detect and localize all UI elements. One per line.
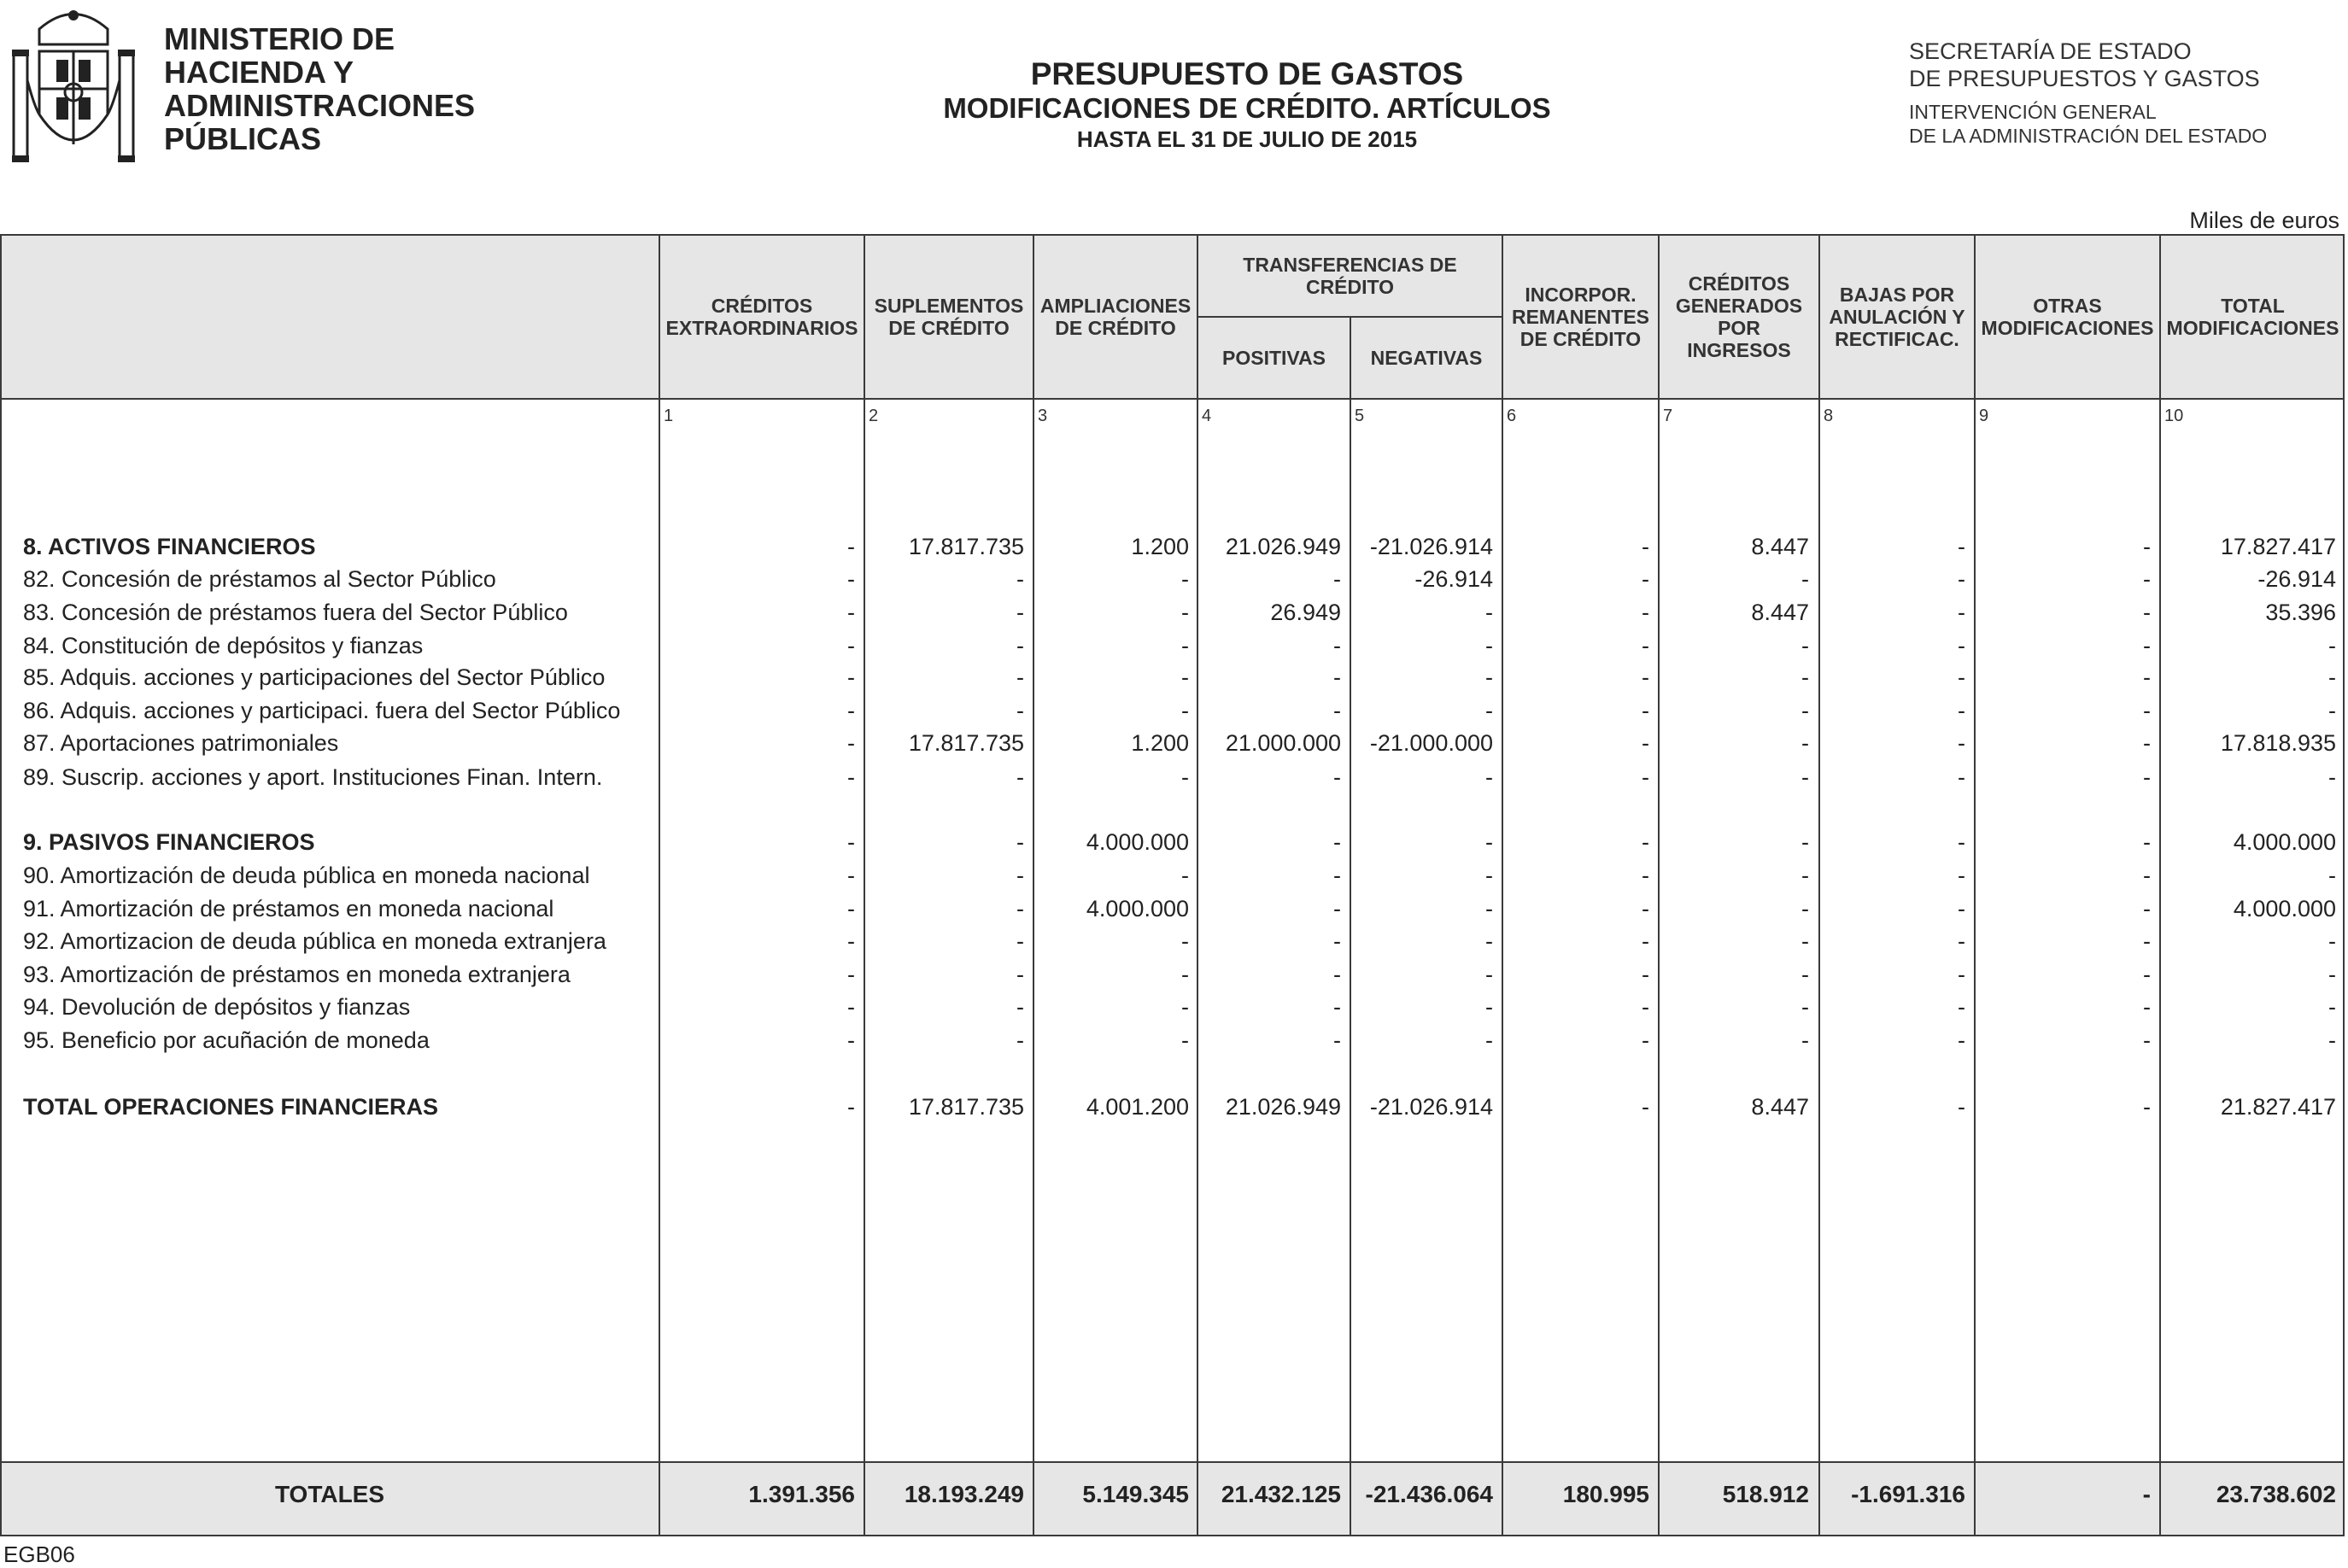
table-row xyxy=(0,991,2345,1023)
table-cell: - xyxy=(1333,698,1341,723)
table-cell: 4.000.000 xyxy=(1086,896,1189,921)
table-cell: - xyxy=(1801,962,1809,987)
table-cell: - xyxy=(1958,1027,1965,1053)
col-number: 6 xyxy=(1507,407,1517,425)
totals-cell: 1.391.356 xyxy=(748,1481,855,1507)
table-cell: - xyxy=(2143,896,2151,921)
table-cell: - xyxy=(847,1027,855,1053)
table-cell: - xyxy=(847,730,855,756)
table-cell: - xyxy=(1181,633,1189,658)
table-cell: - xyxy=(1642,829,1649,855)
table-cell: - xyxy=(1958,600,1965,625)
table-cell: -21.026.914 xyxy=(1369,1094,1493,1120)
table-cell: 17.818.935 xyxy=(2220,730,2336,756)
col-header-otras-modificaciones: OTRAS MODIFICACIONES xyxy=(1981,295,2154,339)
table-cell: - xyxy=(1333,962,1341,987)
table-cell: - xyxy=(1958,664,1965,690)
table-row xyxy=(0,1091,2345,1123)
table-cell: - xyxy=(1485,928,1493,954)
col-header-suplementos: SUPLEMENTOS DE CRÉDITO xyxy=(874,295,1024,339)
col-number: 1 xyxy=(664,407,674,425)
table-cell: - xyxy=(1181,566,1189,592)
table-cell: - xyxy=(1801,928,1809,954)
row-label: 86. Adquis. acciones y participaci. fuera del Sector Público xyxy=(23,698,621,723)
coat-of-arms-icon xyxy=(5,3,142,167)
table-cell: - xyxy=(2143,962,2151,987)
table-cell: - xyxy=(1333,566,1341,592)
table-cell: - xyxy=(2143,994,2151,1020)
table-cell: 4.001.200 xyxy=(1086,1094,1189,1120)
table-cell: - xyxy=(1801,698,1809,723)
table-cell: - xyxy=(2143,863,2151,888)
table-row xyxy=(0,629,2345,662)
table-cell: 8.447 xyxy=(1751,1094,1809,1120)
table-row xyxy=(0,859,2345,892)
col-header-incorpor-remanentes: INCORPOR. REMANENTES DE CRÉDITO xyxy=(1511,284,1649,350)
table-row xyxy=(0,761,2345,793)
table-cell: - xyxy=(1958,730,1965,756)
table-cell: - xyxy=(1642,994,1649,1020)
table-cell: - xyxy=(1333,896,1341,921)
table-cell: - xyxy=(1801,664,1809,690)
table-cell: 4.000.000 xyxy=(2233,896,2336,921)
secretaria-block: SECRETARÍA DE ESTADO DE PRESUPUESTOS Y GASTOS xyxy=(1909,38,2260,91)
col-header-transferencias: TRANSFERENCIAS DE CRÉDITO xyxy=(1243,254,1457,298)
col-header-creditos-generados: CRÉDITOS GENERADOS POR INGRESOS xyxy=(1675,272,1803,361)
table-cell: - xyxy=(1958,994,1965,1020)
table-row xyxy=(0,1024,2345,1056)
table-cell: - xyxy=(1642,730,1649,756)
table-cell: -26.914 xyxy=(2257,566,2336,592)
table-cell: - xyxy=(2143,829,2151,855)
table-cell: - xyxy=(847,600,855,625)
table-cell: - xyxy=(847,698,855,723)
table-cell: - xyxy=(2328,633,2336,658)
table-cell: 17.817.735 xyxy=(908,534,1024,559)
row-label: 90. Amortización de deuda pública en moneda nacional xyxy=(23,863,590,888)
table-cell: - xyxy=(1642,863,1649,888)
table-cell: - xyxy=(1485,633,1493,658)
table-cell: - xyxy=(1181,664,1189,690)
totals-divider xyxy=(0,1461,2345,1463)
table-cell: - xyxy=(1958,534,1965,559)
table-cell: - xyxy=(2143,730,2151,756)
table-cell: 35.396 xyxy=(2265,600,2336,625)
table-row xyxy=(0,596,2345,629)
table-cell: - xyxy=(1485,664,1493,690)
row-label: 85. Adquis. acciones y participaciones del Sector Público xyxy=(23,664,606,690)
table-cell: - xyxy=(1642,633,1649,658)
table-cell: - xyxy=(1801,863,1809,888)
table-cell: - xyxy=(847,764,855,790)
units-label: Miles de euros xyxy=(2189,208,2339,233)
table-cell: 4.000.000 xyxy=(1086,829,1189,855)
row-label: 93. Amortización de préstamos en moneda extranjera xyxy=(23,962,571,987)
table-cell: - xyxy=(2328,928,2336,954)
col-header-ampliaciones: AMPLIACIONES DE CRÉDITO xyxy=(1039,295,1192,339)
table-cell: - xyxy=(1485,863,1493,888)
table-cell: 17.817.735 xyxy=(908,1094,1024,1120)
table-cell: - xyxy=(1958,928,1965,954)
totals-cell: -1.691.316 xyxy=(1851,1481,1965,1507)
table-cell: - xyxy=(1016,896,1024,921)
table-cell: - xyxy=(1016,600,1024,625)
table-cell: - xyxy=(847,928,855,954)
table-cell: - xyxy=(2143,566,2151,592)
table-cell: - xyxy=(847,896,855,921)
document-titles xyxy=(769,56,1725,154)
row-label: 87. Aportaciones patrimoniales xyxy=(23,730,339,756)
table-cell: - xyxy=(1958,1094,1965,1120)
table-cell: - xyxy=(1958,566,1965,592)
totals-cell: 5.149.345 xyxy=(1082,1481,1189,1507)
table-cell: - xyxy=(1333,664,1341,690)
table-cell: - xyxy=(1958,829,1965,855)
table-cell: - xyxy=(1016,633,1024,658)
table-cell: - xyxy=(847,664,855,690)
table-cell: - xyxy=(2328,1027,2336,1053)
col-number: 9 xyxy=(1979,407,1989,425)
table-cell: - xyxy=(1642,664,1649,690)
table-cell: - xyxy=(847,962,855,987)
table-cell: - xyxy=(1016,664,1024,690)
totals-cell: 518.912 xyxy=(1722,1481,1809,1507)
row-label: 9. PASIVOS FINANCIEROS xyxy=(23,829,315,855)
table-cell: 26.949 xyxy=(1270,600,1341,625)
table-cell: - xyxy=(1016,1027,1024,1053)
table-cell: - xyxy=(847,633,855,658)
table-cell: - xyxy=(1801,730,1809,756)
row-label: 89. Suscrip. acciones y aport. Instituciones Finan. Intern. xyxy=(23,764,603,790)
period-label: HASTA EL 31 DE JULIO DE 2015 xyxy=(1076,126,1418,152)
table-cell: - xyxy=(2328,962,2336,987)
table-cell: 17.827.417 xyxy=(2220,534,2336,559)
row-label: TOTAL OPERACIONES FINANCIERAS xyxy=(23,1094,439,1120)
table-cell: - xyxy=(1642,600,1649,625)
table-cell: - xyxy=(1333,1027,1341,1053)
col-header-creditos-extraordinarios: CRÉDITOS EXTRAORDINARIOS xyxy=(665,295,858,339)
table-cell: - xyxy=(1958,863,1965,888)
intervencion-block: INTERVENCIÓN GENERAL DE LA ADMINISTRACIÓN DEL ESTADO xyxy=(1909,101,2268,147)
col-number: 7 xyxy=(1663,407,1673,425)
table-cell: - xyxy=(1016,566,1024,592)
table-cell: 4.000.000 xyxy=(2233,829,2336,855)
table-cell: - xyxy=(847,1094,855,1120)
table-cell: 21.827.417 xyxy=(2220,1094,2336,1120)
table-cell: - xyxy=(2143,1027,2151,1053)
table-cell: - xyxy=(2143,1094,2151,1120)
table-cell: - xyxy=(1642,962,1649,987)
table-row xyxy=(0,727,2345,759)
table-cell: - xyxy=(2328,698,2336,723)
table-cell: - xyxy=(1801,994,1809,1020)
table-cell: - xyxy=(1485,829,1493,855)
row-label: 82. Concesión de préstamos al Sector Público xyxy=(23,566,496,592)
table-cell: - xyxy=(1485,698,1493,723)
ministry-name: MINISTERIO DE HACIENDA Y ADMINISTRACIONES PÚBLICAS xyxy=(164,21,476,156)
totals-cell: 18.193.249 xyxy=(904,1481,1024,1507)
row-label: 83. Concesión de préstamos fuera del Sector Público xyxy=(23,600,568,625)
row-label: 84. Constitución de depósitos y fianzas xyxy=(23,633,424,658)
table-cell: - xyxy=(1016,764,1024,790)
table-cell: 8.447 xyxy=(1751,534,1809,559)
table-cell: - xyxy=(2143,764,2151,790)
table-cell: - xyxy=(1333,994,1341,1020)
table-cell: - xyxy=(1958,633,1965,658)
table-cell: - xyxy=(1801,764,1809,790)
table-cell: - xyxy=(1181,764,1189,790)
col-header-negativas: NEGATIVAS xyxy=(1370,347,1483,369)
table-cell: - xyxy=(1801,633,1809,658)
table-cell: - xyxy=(1485,600,1493,625)
table-cell: - xyxy=(1958,764,1965,790)
table-cell: - xyxy=(1642,566,1649,592)
table-cell: - xyxy=(2328,664,2336,690)
totals-cell: 180.995 xyxy=(1562,1481,1649,1507)
col-header-bajas-anulacion: BAJAS POR ANULACIÓN Y RECTIFICAC. xyxy=(1829,284,1965,350)
row-label: 95. Beneficio por acuñación de moneda xyxy=(23,1027,430,1053)
table-cell: - xyxy=(1485,1027,1493,1053)
totals-cell: - xyxy=(2142,1481,2151,1507)
table-cell: - xyxy=(1333,764,1341,790)
col-number: 2 xyxy=(869,407,879,425)
header-divider xyxy=(0,398,2345,400)
table-row xyxy=(0,892,2345,925)
table-cell: - xyxy=(1642,1027,1649,1053)
totals-cell: -21.436.064 xyxy=(1365,1481,1493,1507)
table-row xyxy=(0,563,2345,595)
table-row xyxy=(0,661,2345,693)
table-cell: - xyxy=(1958,896,1965,921)
table-cell: - xyxy=(1016,962,1024,987)
table-cell: - xyxy=(2143,698,2151,723)
table-cell: - xyxy=(1485,896,1493,921)
table-cell: - xyxy=(847,994,855,1020)
table-row xyxy=(0,694,2345,727)
table-cell: - xyxy=(1485,764,1493,790)
table-cell: 21.026.949 xyxy=(1225,1094,1341,1120)
table-cell: - xyxy=(2143,928,2151,954)
table-cell: - xyxy=(847,863,855,888)
table-row xyxy=(0,826,2345,858)
table-cell: 21.000.000 xyxy=(1225,730,1341,756)
table-cell: - xyxy=(847,829,855,855)
table-cell: - xyxy=(1016,928,1024,954)
table-cell: - xyxy=(847,566,855,592)
table-cell: - xyxy=(1958,962,1965,987)
table-cell: -26.914 xyxy=(1414,566,1493,592)
table-cell: - xyxy=(1642,896,1649,921)
table-cell: - xyxy=(1642,764,1649,790)
table-row xyxy=(0,925,2345,957)
table-cell: - xyxy=(1801,829,1809,855)
totals-cell: 23.738.602 xyxy=(2216,1481,2336,1507)
table-cell: 21.026.949 xyxy=(1225,534,1341,559)
row-label: 8. ACTIVOS FINANCIEROS xyxy=(23,534,316,559)
table-cell: - xyxy=(1181,600,1189,625)
table-cell: - xyxy=(2143,633,2151,658)
table-cell: - xyxy=(1016,994,1024,1020)
table-cell: - xyxy=(2143,664,2151,690)
row-label: 92. Amortizacion de deuda pública en moneda extranjera xyxy=(23,928,606,954)
col-header-total-modificaciones: TOTAL MODIFICACIONES xyxy=(2166,295,2339,339)
table-cell: - xyxy=(847,534,855,559)
table-cell: - xyxy=(1333,633,1341,658)
table-cell: - xyxy=(1958,698,1965,723)
table-row xyxy=(0,530,2345,563)
table-cell: - xyxy=(1801,566,1809,592)
table-cell: 1.200 xyxy=(1131,534,1189,559)
table-cell: 17.817.735 xyxy=(908,730,1024,756)
table-row xyxy=(0,958,2345,991)
table-cell: - xyxy=(2328,863,2336,888)
page-title: PRESUPUESTO DE GASTOS xyxy=(1030,56,1464,91)
table-cell: - xyxy=(1181,994,1189,1020)
table-cell: - xyxy=(1642,928,1649,954)
table-cell: - xyxy=(1181,698,1189,723)
col-number: 4 xyxy=(1202,407,1212,425)
table-cell: -21.026.914 xyxy=(1369,534,1493,559)
col-number: 10 xyxy=(2164,407,2184,425)
table-cell: -21.000.000 xyxy=(1369,730,1493,756)
table-cell: - xyxy=(1181,863,1189,888)
totals-label: TOTALES xyxy=(274,1481,385,1507)
table-cell: - xyxy=(1016,698,1024,723)
col-number: 5 xyxy=(1355,407,1365,425)
table-cell: - xyxy=(1333,829,1341,855)
table-cell: - xyxy=(1181,928,1189,954)
table-cell: - xyxy=(1485,994,1493,1020)
totals-cell: 21.432.125 xyxy=(1221,1481,1341,1507)
table-cell: - xyxy=(1181,1027,1189,1053)
table-cell: - xyxy=(1333,863,1341,888)
table-cell: - xyxy=(1642,698,1649,723)
report-code: EGB06 xyxy=(3,1542,75,1567)
table-cell: - xyxy=(1485,962,1493,987)
table-cell: 8.447 xyxy=(1751,600,1809,625)
table-cell: - xyxy=(1016,829,1024,855)
table-cell: - xyxy=(1016,863,1024,888)
table-cell: - xyxy=(1801,1027,1809,1053)
row-label: 91. Amortización de préstamos en moneda nacional xyxy=(23,896,554,921)
col-header-positivas: POSITIVAS xyxy=(1222,347,1326,369)
table-cell: - xyxy=(1181,962,1189,987)
page-subtitle: MODIFICACIONES DE CRÉDITO. ARTÍCULOS xyxy=(943,92,1551,124)
table-cell: - xyxy=(2328,764,2336,790)
table-cell: - xyxy=(2143,534,2151,559)
table-cell: - xyxy=(1642,534,1649,559)
row-label: 94. Devolución de depósitos y fianzas xyxy=(23,994,411,1020)
table-cell: - xyxy=(2143,600,2151,625)
table-cell: - xyxy=(1801,896,1809,921)
table-cell: 1.200 xyxy=(1131,730,1189,756)
col-number: 8 xyxy=(1824,407,1834,425)
table-cell: - xyxy=(1333,928,1341,954)
table-cell: - xyxy=(1642,1094,1649,1120)
col-number: 3 xyxy=(1038,407,1048,425)
table-cell: - xyxy=(2328,994,2336,1020)
